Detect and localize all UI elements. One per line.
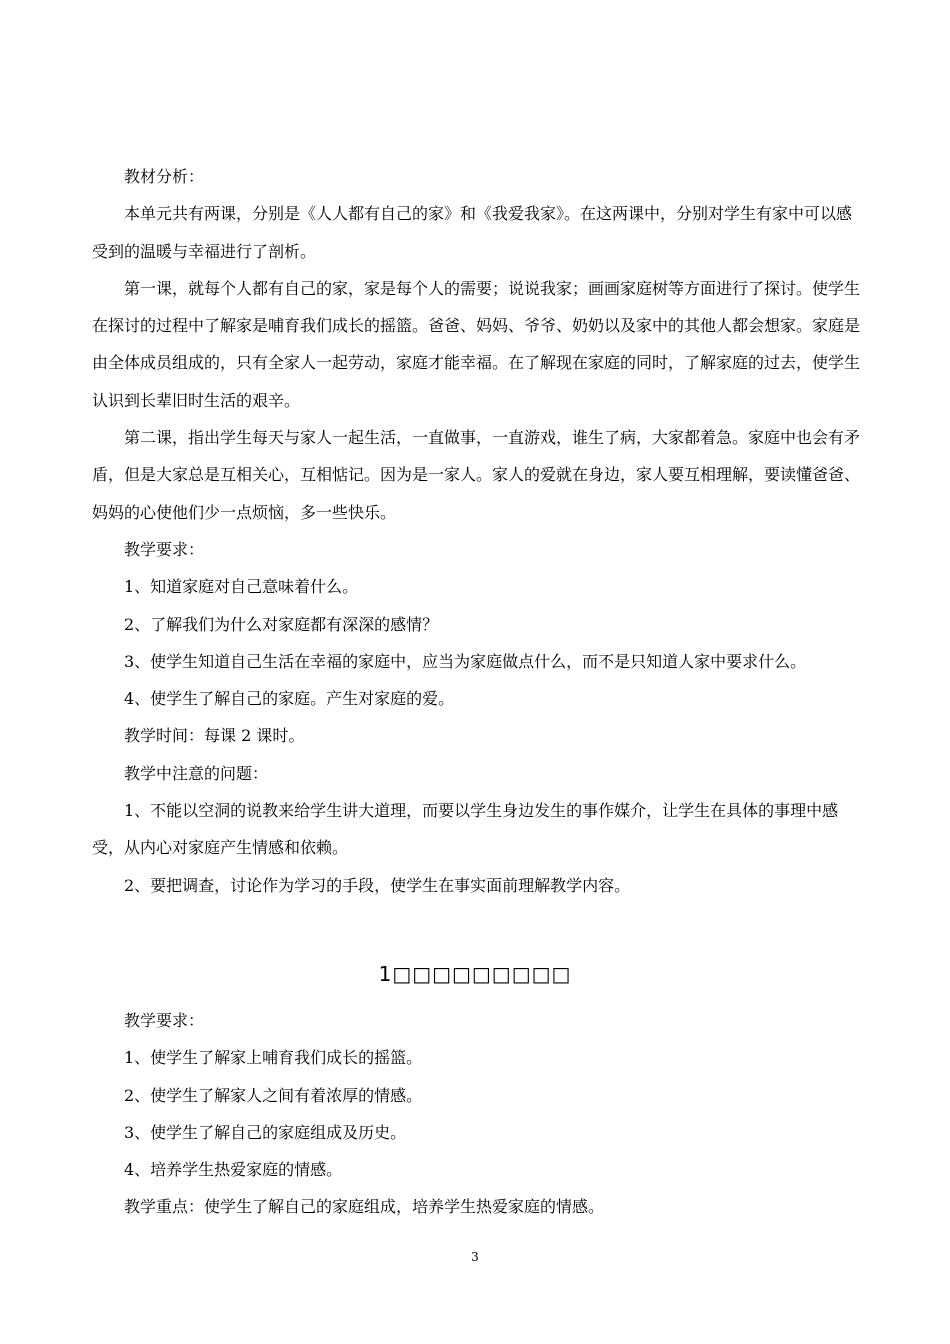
list-item: 4、使学生了解自己的家庭。产生对家庭的爱。 [124,689,455,709]
paragraph: 第一课，就每个人都有自己的家，家是每个人的需要；说说我家；画画家庭树等方面进行了探讨。使学生在探讨的过程中了解家是哺育我们成长的摇篮。爸爸、妈妈、爷爷、奶奶以及家中的其他人都会想家。家庭是由全体成员组成的，只有全家人一起劳动，家庭才能幸福。在了解现在家庭的同时，了解家庭的过去，使学生认识到长辈旧时生活的艰辛。 [92,278,861,410]
lesson-title: 1□□□□□□□□□ [378,962,572,986]
teaching-time: 教学时间：每课 2 课时。 [124,726,305,746]
section-heading: 教学要求： [124,539,205,559]
list-item: 3、使学生知道自己生活在幸福的家庭中，应当为家庭做点什么，而不是只知道人家中要求什么。 [124,651,807,671]
list-item: 3、使学生了解自己的家庭组成及历史。 [124,1122,407,1142]
section-heading: 教学要求： [124,1011,205,1030]
lesson-requirements-section [92,1002,862,1226]
teaching-focus: 教学重点：使学生了解自己的家庭组成，培养学生热爱家庭的情感。 [124,1197,605,1217]
list-item: 2、要把调查，讨论作为学习的手段，使学生在事实面前理解教学内容。 [124,875,631,895]
textbook-analysis-section [92,158,862,904]
section-heading: 教学中注意的问题： [124,763,269,783]
list-item: 4、培养学生热爱家庭的情感。 [124,1160,343,1180]
page-number: 3 [471,1250,479,1264]
paragraph: 第二课，指出学生每天与家人一起生活，一直做事，一直游戏，谁生了病，大家都着急。家庭中也会有矛盾，但是大家总是互相关心，互相惦记。因为是一家人。家人的爱就在身边，家人要互相理解，要读懂爸爸、妈妈的心使他们少一点烦恼，多一些快乐。 [92,428,861,522]
list-item: 1、不能以空洞的说教来给学生讲大道理，而要以学生身边发生的事作媒介，让学生在具体的事理中感受，从内心对家庭产生情感和依赖。 [92,801,839,858]
list-item: 2、使学生了解家人之间有着浓厚的情感。 [124,1085,423,1105]
paragraph: 本单元共有两课，分别是《人人都有自己的家》和《我爱我家》。在这两课中，分别对学生有家中可以感受到的温暖与幸福进行了剖析。 [92,204,853,261]
list-item: 2、了解我们为什么对家庭都有深深的感情？ [124,614,439,634]
list-item: 1、使学生了解家上哺育我们成长的摇篮。 [124,1048,423,1068]
list-item: 1、知道家庭对自己意味着什么。 [124,577,359,597]
section-heading: 教材分析： [124,167,205,186]
